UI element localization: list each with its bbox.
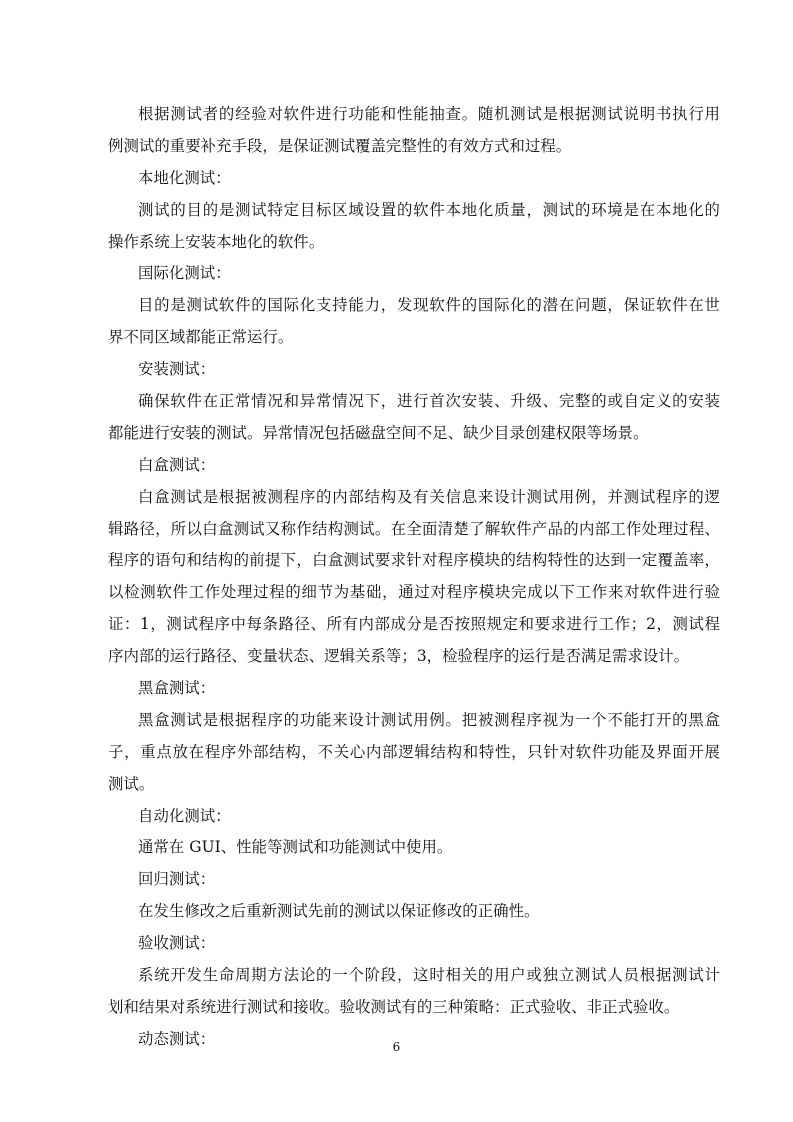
text-line: 目的是测试软件的国际化支持能力，发现软件的国际化的潜在问题，保证软件在世 [138,296,720,315]
text-line: 黑盒测试是根据程序的功能来设计测试用例。把被测程序视为一个不能打开的黑盒 [138,710,720,729]
text-line: 界不同区域都能正常运行。 [108,328,294,347]
text-line: 动态测试： [138,1029,216,1048]
text-line: 通常在 GUI、性能等测试和功能测试中使用。 [138,838,453,857]
text-line: 测试的目的是测试特定目标区域设置的软件本地化质量，测试的环境是在本地化的 [138,200,720,219]
text-line: 验收测试： [138,934,216,953]
text-line: 测试。 [108,774,155,793]
text-line: 划和结果对系统进行测试和接收。验收测试有的三种策略：正式验收、非正式验收。 [108,997,680,1016]
text-line: 白盒测试是根据被测程序的内部结构及有关信息来设计测试用例，并测试程序的逻 [138,487,720,506]
text-line: 国际化测试： [138,264,231,283]
text-line: 例测试的重要补充手段，是保证测试覆盖完整性的有效方式和过程。 [108,136,572,155]
text-line: 操作系统上安装本地化的软件。 [108,232,325,251]
text-line: 确保软件在正常情况和异常情况下，进行首次安装、升级、完整的或自定义的安装 [138,392,720,411]
text-line: 程序的语句和结构的前提下，白盒测试要求针对程序模块的结构特性的达到一定覆盖率， [108,551,720,570]
page-number: 6 [392,1040,401,1054]
text-line: 系统开发生命周期方法论的一个阶段，这时相关的用户或独立测试人员根据测试计 [138,966,720,985]
body-text [108,99,720,1056]
text-line: 都能进行安装的测试。异常情况包括磁盘空间不足、缺少目录创建权限等场景。 [108,423,649,442]
text-line: 黑盒测试： [138,679,216,698]
text-line: 以检测软件工作处理过程的细节为基础，通过对程序模块完成以下工作来对软件进行验 [108,583,720,602]
text-line: 在发生修改之后重新测试先前的测试以保证修改的正确性。 [138,902,540,921]
text-line: 序内部的运行路径、变量状态、逻辑关系等；3，检验程序的运行是否满足需求设计。 [108,647,690,666]
text-line: 白盒测试： [138,455,216,474]
text-line: 安装测试： [138,360,216,379]
text-line: 辑路径，所以白盒测试又称作结构测试。在全面清楚了解软件产品的内部工作处理过程、 [108,519,720,538]
text-line: 根据测试者的经验对软件进行功能和性能抽查。随机测试是根据测试说明书执行用 [138,105,720,123]
text-line: 自动化测试： [138,806,231,825]
text-line: 子，重点放在程序外部结构，不关心内部逻辑结构和特性，只针对软件功能及界面开展 [108,742,720,761]
text-line: 回归测试： [138,870,216,889]
text-line: 证：1，测试程序中每条路径、所有内部成分是否按照规定和要求进行工作；2，测试程 [108,615,720,634]
text-line: 本地化测试： [138,168,231,187]
